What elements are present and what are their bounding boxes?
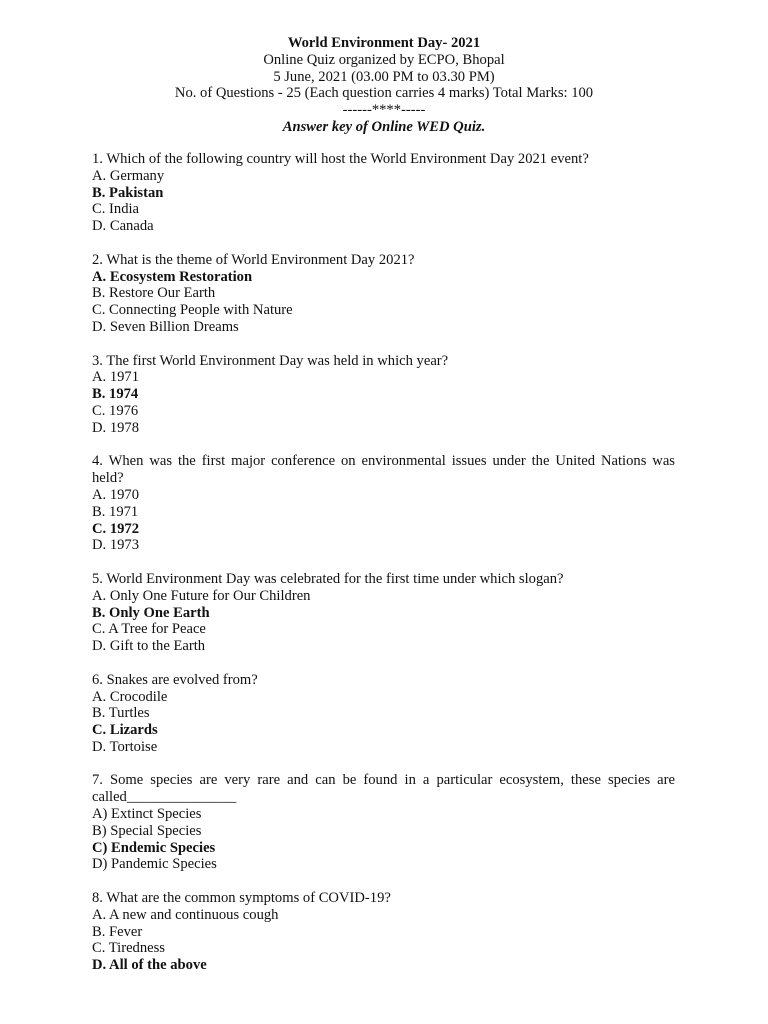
question-text: 2. What is the theme of World Environment Day 2021? bbox=[92, 251, 415, 268]
correct-answer-option: D. All of the above bbox=[92, 957, 207, 974]
answer-option: B. Turtles bbox=[92, 705, 150, 722]
answer-option: A. 1970 bbox=[92, 486, 140, 503]
quiz-date-time: 5 June, 2021 (03.00 PM to 03.30 PM) bbox=[273, 68, 495, 85]
question-text: 3. The first World Environment Day was held in which year? bbox=[92, 352, 449, 369]
document-header bbox=[0, 35, 768, 136]
answer-option: C. Connecting People with Nature bbox=[92, 302, 293, 319]
answer-option: B. 1971 bbox=[92, 503, 139, 520]
answer-option: D. Gift to the Earth bbox=[92, 638, 206, 655]
question-block bbox=[92, 252, 675, 336]
question-block bbox=[92, 453, 675, 554]
answer-option: D) Pandemic Species bbox=[92, 856, 217, 873]
answer-option: A. Germany bbox=[92, 167, 165, 184]
answer-key-title: Answer key of Online WED Quiz. bbox=[282, 118, 486, 135]
quiz-organizer: Online Quiz organized by ECPO, Bhopal bbox=[263, 51, 505, 68]
answer-option: C. A Tree for Peace bbox=[92, 621, 206, 638]
answer-option: A. Only One Future for Our Children bbox=[92, 587, 311, 604]
question-text: 5. World Environment Day was celebrated for the first time under which slogan? bbox=[92, 570, 564, 587]
answer-option: D. Tortoise bbox=[92, 738, 158, 755]
answer-option: A. A new and continuous cough bbox=[92, 906, 279, 923]
correct-answer-option: B. Pakistan bbox=[92, 184, 164, 201]
answer-option: D. Canada bbox=[92, 218, 154, 235]
question-text: 8. What are the common symptoms of COVID-19? bbox=[92, 890, 391, 907]
answer-option: A) Extinct Species bbox=[92, 806, 202, 823]
answer-option: B) Special Species bbox=[92, 822, 202, 839]
quiz-info: No. of Questions - 25 (Each question carries 4 marks) Total Marks: 100 bbox=[174, 85, 594, 102]
question-text: 1. Which of the following country will host the World Environment Day 2021 event? bbox=[92, 151, 589, 167]
answer-option: B. Restore Our Earth bbox=[92, 285, 216, 302]
question-text: 4. When was the first major conference on environmental issues under the United Nations was held? bbox=[92, 453, 675, 487]
answer-option: C. Tiredness bbox=[92, 940, 165, 957]
question-block bbox=[92, 772, 675, 873]
question-block bbox=[92, 890, 675, 974]
question-block bbox=[92, 571, 675, 655]
correct-answer-option: C) Endemic Species bbox=[92, 839, 216, 856]
answer-option: D. 1978 bbox=[92, 419, 140, 436]
question-text: 7. Some species are very rare and can be found in a particular ecosystem, these species are called_______________ bbox=[92, 772, 675, 806]
answer-option: A. 1971 bbox=[92, 369, 140, 386]
correct-answer-option: A. Ecosystem Restoration bbox=[92, 268, 253, 285]
question-text: 6. Snakes are evolved from? bbox=[92, 671, 258, 688]
document-title: World Environment Day- 2021 bbox=[287, 35, 481, 51]
question-block bbox=[92, 151, 675, 235]
question-block bbox=[92, 672, 675, 756]
question-list bbox=[92, 151, 675, 991]
answer-option: D. Seven Billion Dreams bbox=[92, 318, 239, 335]
question-block bbox=[92, 353, 675, 437]
separator: ------****----- bbox=[342, 102, 426, 119]
answer-option: C. 1976 bbox=[92, 402, 139, 419]
answer-option: C. India bbox=[92, 201, 140, 218]
answer-option: A. Crocodile bbox=[92, 688, 168, 705]
correct-answer-option: C. 1972 bbox=[92, 520, 140, 537]
correct-answer-option: B. 1974 bbox=[92, 386, 139, 403]
answer-option: D. 1973 bbox=[92, 537, 140, 554]
answer-option: B. Fever bbox=[92, 923, 143, 940]
correct-answer-option: C. Lizards bbox=[92, 722, 158, 739]
correct-answer-option: B. Only One Earth bbox=[92, 604, 210, 621]
